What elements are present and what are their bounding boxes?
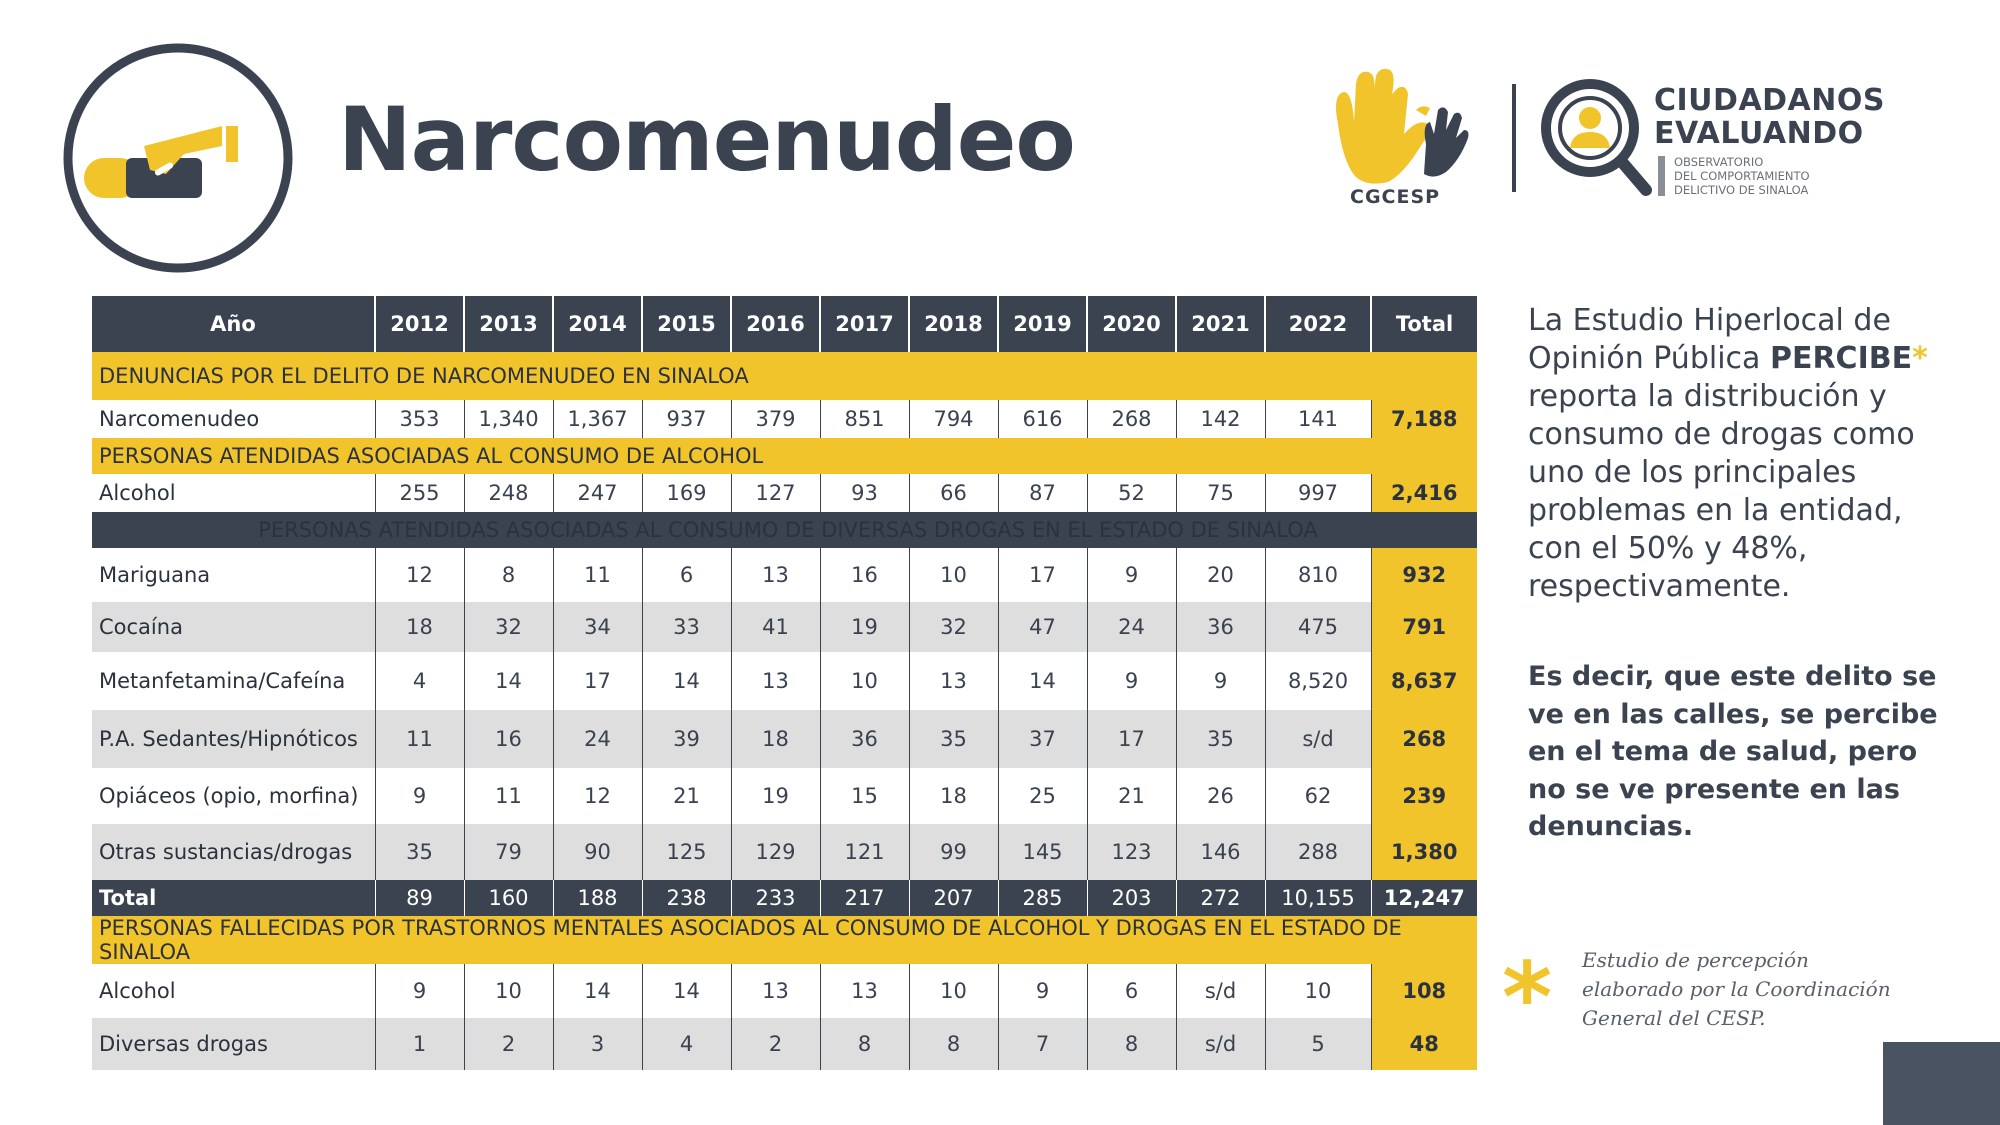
table-cell: 9 <box>998 964 1087 1018</box>
column-header: 2012 <box>375 296 464 352</box>
table-row <box>92 824 1477 880</box>
table-cell: 24 <box>553 710 642 768</box>
footnote-asterisk-icon: * <box>1502 942 1553 1054</box>
table-cell: 248 <box>464 474 553 512</box>
row-total-value: 108 <box>1371 964 1477 1018</box>
table-cell: 1,340 <box>464 400 553 438</box>
ce-name-line1: CIUDADANOS <box>1654 83 1885 118</box>
column-header: 2022 <box>1265 296 1371 352</box>
table-cell: 24 <box>1087 602 1176 652</box>
table-cell: 127 <box>731 474 820 512</box>
drug-statistics-table <box>92 296 1477 1070</box>
table-header-row <box>92 296 1477 352</box>
row-total-value: 268 <box>1371 710 1477 768</box>
table-cell: 13 <box>820 964 909 1018</box>
table-cell: 17 <box>553 652 642 710</box>
table-cell: 13 <box>909 652 998 710</box>
row-label: Alcohol <box>92 964 375 1018</box>
table-cell: 9 <box>1087 652 1176 710</box>
table-cell: 14 <box>642 652 731 710</box>
table-cell: 4 <box>642 1018 731 1070</box>
column-header: 2019 <box>998 296 1087 352</box>
ce-sub-line3: DELICTIVO DE SINALOA <box>1674 183 1809 197</box>
table-row <box>92 652 1477 710</box>
table-cell: 17 <box>998 548 1087 602</box>
row-total-value: 2,416 <box>1371 474 1477 512</box>
table-cell: 4 <box>375 652 464 710</box>
row-label: Metanfetamina/Cafeína <box>92 652 375 710</box>
row-label: Diversas drogas <box>92 1018 375 1070</box>
row-total-value: 48 <box>1371 1018 1477 1070</box>
ce-subtitle <box>1674 155 1810 197</box>
table-cell: 233 <box>731 880 820 916</box>
table-cell: 616 <box>998 400 1087 438</box>
table-cell: 35 <box>909 710 998 768</box>
table-cell: 10 <box>464 964 553 1018</box>
table-row <box>92 548 1477 602</box>
table-cell: 10 <box>820 652 909 710</box>
magnifier-person-icon <box>1538 76 1658 200</box>
table-cell: 810 <box>1265 548 1371 602</box>
table-cell: 5 <box>1265 1018 1371 1070</box>
table-cell: 255 <box>375 474 464 512</box>
table-cell: 33 <box>642 602 731 652</box>
footnote-text: Estudio de percepción elaborado por la Coordinación General del CESP. <box>1582 948 1891 1030</box>
table-cell: 12 <box>375 548 464 602</box>
table-cell: 1 <box>375 1018 464 1070</box>
table-cell: 89 <box>375 880 464 916</box>
column-header: 2017 <box>820 296 909 352</box>
section-fallecidas-label: PERSONAS FALLECIDAS POR TRASTORNOS MENTALES ASOCIADOS AL CONSUMO DE ALCOHOL Y DROGAS EN EL ESTADO DE SINALOA <box>92 916 1477 964</box>
column-header: 2020 <box>1087 296 1176 352</box>
column-header: 2015 <box>642 296 731 352</box>
column-header: Total <box>1371 296 1477 352</box>
page-title: Narcomenudeo <box>338 88 1075 191</box>
table-cell: 8 <box>909 1018 998 1070</box>
table-row <box>92 964 1477 1018</box>
table-row <box>92 602 1477 652</box>
row-label: Otras sustancias/drogas <box>92 824 375 880</box>
intro-star: * <box>1912 341 1928 376</box>
table-cell: 14 <box>998 652 1087 710</box>
section-fallecidas <box>92 916 1477 964</box>
row-total-value: 791 <box>1371 602 1477 652</box>
table-cell: 13 <box>731 548 820 602</box>
table-cell: 142 <box>1176 400 1265 438</box>
table-cell: 11 <box>464 768 553 824</box>
table-cell: 141 <box>1265 400 1371 438</box>
table-cell: 62 <box>1265 768 1371 824</box>
table-cell: 16 <box>820 548 909 602</box>
table-cell: 11 <box>553 548 642 602</box>
table-cell: 66 <box>909 474 998 512</box>
table-cell: 8 <box>820 1018 909 1070</box>
table-cell: 79 <box>464 824 553 880</box>
table-cell: 19 <box>731 768 820 824</box>
table-cell: 41 <box>731 602 820 652</box>
section-denuncias-label: DENUNCIAS POR EL DELITO DE NARCOMENUDEO EN SINALOA <box>92 352 1477 400</box>
table-cell: 21 <box>642 768 731 824</box>
column-header: 2014 <box>553 296 642 352</box>
table-cell: 6 <box>642 548 731 602</box>
table-cell: 18 <box>731 710 820 768</box>
table-cell: s/d <box>1176 964 1265 1018</box>
table-cell: 7 <box>998 1018 1087 1070</box>
table-cell: 353 <box>375 400 464 438</box>
table-cell: 10 <box>909 964 998 1018</box>
table-row <box>92 710 1477 768</box>
table-cell: 25 <box>998 768 1087 824</box>
row-label: Cocaína <box>92 602 375 652</box>
table-cell: 217 <box>820 880 909 916</box>
table-cell: s/d <box>1265 710 1371 768</box>
table-cell: 36 <box>1176 602 1265 652</box>
table-cell: 12 <box>553 768 642 824</box>
table-cell: 8,520 <box>1265 652 1371 710</box>
section-drogas-label: PERSONAS ATENDIDAS ASOCIADAS AL CONSUMO DE DIVERSAS DROGAS EN EL ESTADO DE SINALOA <box>92 512 1477 548</box>
table-cell: 238 <box>642 880 731 916</box>
table-cell: 87 <box>998 474 1087 512</box>
table-cell: 93 <box>820 474 909 512</box>
table-cell: 8 <box>1087 1018 1176 1070</box>
table-cell: 10 <box>909 548 998 602</box>
table-cell: 188 <box>553 880 642 916</box>
table-cell: 129 <box>731 824 820 880</box>
table-cell: 247 <box>553 474 642 512</box>
table-cell: 13 <box>731 964 820 1018</box>
table-cell: 15 <box>820 768 909 824</box>
table-cell: 10,155 <box>1265 880 1371 916</box>
table-cell: 18 <box>909 768 998 824</box>
table-cell: 9 <box>1087 548 1176 602</box>
table-cell: 8 <box>464 548 553 602</box>
table-cell: 794 <box>909 400 998 438</box>
table-cell: 145 <box>998 824 1087 880</box>
ce-name-line2: EVALUANDO <box>1654 116 1864 151</box>
table-cell: 2 <box>731 1018 820 1070</box>
table-cell: 121 <box>820 824 909 880</box>
table-cell: 169 <box>642 474 731 512</box>
table-cell: 21 <box>1087 768 1176 824</box>
table-row <box>92 1018 1477 1070</box>
row-total-value: 8,637 <box>1371 652 1477 710</box>
section-alcohol <box>92 438 1477 474</box>
table-cell: 75 <box>1176 474 1265 512</box>
table-cell: 13 <box>731 652 820 710</box>
row-label: Alcohol <box>92 474 375 512</box>
table-cell: 9 <box>375 964 464 1018</box>
ce-sub-line2: DEL COMPORTAMIENTO <box>1674 169 1810 183</box>
row-total-value: 932 <box>1371 548 1477 602</box>
table-row <box>92 474 1477 512</box>
table-cell: 35 <box>375 824 464 880</box>
table-cell: 52 <box>1087 474 1176 512</box>
table-cell: 14 <box>464 652 553 710</box>
table-cell: 9 <box>375 768 464 824</box>
column-header: 2013 <box>464 296 553 352</box>
intro-paragraph <box>1528 302 1948 606</box>
column-header: 2021 <box>1176 296 1265 352</box>
table-cell: 32 <box>909 602 998 652</box>
table-cell: 20 <box>1176 548 1265 602</box>
section-alcohol-label: PERSONAS ATENDIDAS ASOCIADAS AL CONSUMO DE ALCOHOL <box>92 438 1477 474</box>
row-total-value: 1,380 <box>1371 824 1477 880</box>
table-cell: s/d <box>1176 1018 1265 1070</box>
table-cell: 26 <box>1176 768 1265 824</box>
table-cell: 268 <box>1087 400 1176 438</box>
logo-divider <box>1512 84 1516 192</box>
table-row <box>92 768 1477 824</box>
table-row <box>92 400 1477 438</box>
table-cell: 18 <box>375 602 464 652</box>
row-total-value: 7,188 <box>1371 400 1477 438</box>
table-cell: 36 <box>820 710 909 768</box>
narcomenudeo-pill-hand-icon <box>62 42 294 274</box>
table-cell: 2 <box>464 1018 553 1070</box>
table-cell: 285 <box>998 880 1087 916</box>
table-cell: 272 <box>1176 880 1265 916</box>
section-drogas <box>92 512 1477 548</box>
table-cell: 1,367 <box>553 400 642 438</box>
row-label: P.A. Sedantes/Hipnóticos <box>92 710 375 768</box>
row-label: Opiáceos (opio, morfina) <box>92 768 375 824</box>
ce-sub-bar <box>1658 156 1665 196</box>
table-total-row <box>92 880 1477 916</box>
table-cell: 3 <box>553 1018 642 1070</box>
table-cell: 125 <box>642 824 731 880</box>
table-cell: 47 <box>998 602 1087 652</box>
table-cell: 32 <box>464 602 553 652</box>
row-total-value: 239 <box>1371 768 1477 824</box>
table-cell: 9 <box>1176 652 1265 710</box>
table-cell: 997 <box>1265 474 1371 512</box>
emphasis-paragraph: Es decir, que este delito se ve en las calles, se percibe en el tema de salud, pero no se ve presente en las denuncias. <box>1528 661 1938 842</box>
table-cell: 851 <box>820 400 909 438</box>
corner-block <box>1883 1042 2000 1125</box>
table-cell: 35 <box>1176 710 1265 768</box>
table-cell: 937 <box>642 400 731 438</box>
section-denuncias <box>92 352 1477 400</box>
table-cell: 19 <box>820 602 909 652</box>
table-cell: 17 <box>1087 710 1176 768</box>
table-cell: 39 <box>642 710 731 768</box>
row-label: Narcomenudeo <box>92 400 375 438</box>
table-cell: 288 <box>1265 824 1371 880</box>
row-label: Total <box>92 880 375 916</box>
intro-post: reporta la distribución y consumo de drogas como uno de los principales problemas en la entidad, con el 50% y 48%, respectivamente. <box>1528 379 1915 604</box>
table-cell: 16 <box>464 710 553 768</box>
table-cell: 6 <box>1087 964 1176 1018</box>
table-cell: 475 <box>1265 602 1371 652</box>
column-header: 2018 <box>909 296 998 352</box>
table-cell: 90 <box>553 824 642 880</box>
table-cell: 37 <box>998 710 1087 768</box>
ce-sub-line1: OBSERVATORIO <box>1674 155 1764 169</box>
table-cell: 14 <box>553 964 642 1018</box>
table-cell: 11 <box>375 710 464 768</box>
row-label: Mariguana <box>92 548 375 602</box>
table-cell: 207 <box>909 880 998 916</box>
table-cell: 160 <box>464 880 553 916</box>
table-cell: 146 <box>1176 824 1265 880</box>
intro-brand: PERCIBE <box>1769 341 1913 376</box>
table-cell: 379 <box>731 400 820 438</box>
row-total-value: 12,247 <box>1371 880 1477 916</box>
cgcesp-label: CGCESP <box>1350 186 1441 208</box>
column-header: 2016 <box>731 296 820 352</box>
table-cell: 10 <box>1265 964 1371 1018</box>
table-cell: 123 <box>1087 824 1176 880</box>
intro-pre: La Estudio Hiperlocal de Opinión Pública <box>1528 303 1891 376</box>
table-cell: 99 <box>909 824 998 880</box>
table-cell: 34 <box>553 602 642 652</box>
table-cell: 14 <box>642 964 731 1018</box>
column-header: Año <box>92 296 375 352</box>
table-cell: 203 <box>1087 880 1176 916</box>
